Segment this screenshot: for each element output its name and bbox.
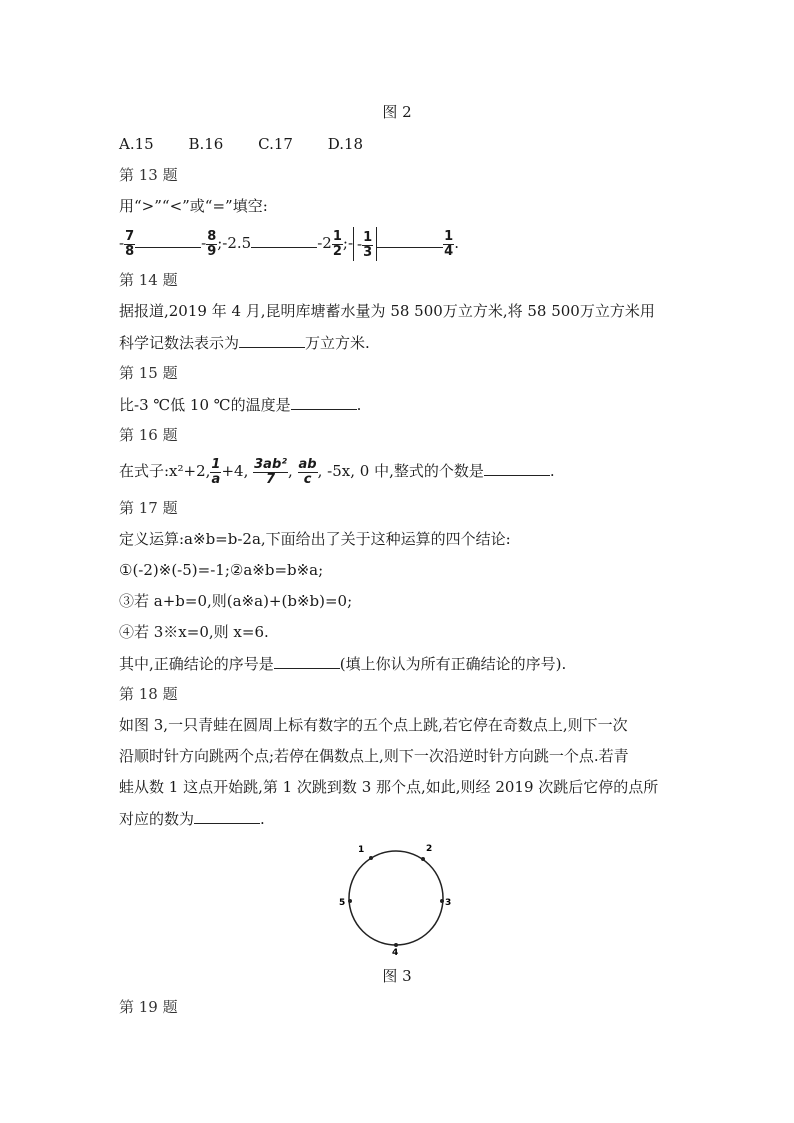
answer-blank[interactable] <box>194 808 260 824</box>
question-17-label: 第 17 题 <box>119 499 178 517</box>
fraction-3ab2-over-7: $\frac{\text{3ab²}}{7}$ <box>254 456 287 487</box>
fraction-1-3: $\frac{1}{3}$ <box>363 229 373 260</box>
fraction-1-2: $\frac{1}{2}$ <box>332 228 342 259</box>
option-c: C.17 <box>258 135 293 153</box>
question-15-text: 比-3 ℃低 10 ℃的温度是 . <box>119 396 362 414</box>
question-17-text-2: ①(-2)※(-5)=-1;②a※b=b※a; <box>119 561 324 579</box>
figure-3-caption: 图 3 <box>382 967 412 985</box>
point-5-dot <box>348 899 352 903</box>
point-4-dot <box>394 943 398 947</box>
question-17-text-5: 其中,正确结论的序号是 (填上你认为所有正确结论的序号). <box>119 655 567 673</box>
fraction-1-over-a: $\frac{1}{a}$ <box>211 456 221 487</box>
point-1-dot <box>369 856 373 860</box>
circle <box>349 851 443 945</box>
question-14-text-1: 据报道,2019 年 4 月,昆明库塘蓄水量为 58 500万立方米,将 58 500万立方米用 <box>119 302 655 320</box>
question-18-text-3: 蛙从数 1 这点开始跳,第 1 次跳到数 3 那个点,如此,则经 2019 次跳后它停的点所 <box>119 778 659 796</box>
question-16-text: 在式子:x²+2, $\frac{1}{a}$ +4, $\frac{\text{3ab²}}{7}$ , $\frac{ab}{c}$ , -5x, 0 中,整式的个数是 . <box>119 456 555 487</box>
option-b: B.16 <box>188 135 224 153</box>
answer-blank[interactable] <box>274 653 340 669</box>
answer-blank[interactable] <box>135 232 201 248</box>
point-5-label: 5 <box>339 898 346 908</box>
question-13-intro: 用“>”“<”或“=”填空: <box>119 197 268 215</box>
answer-blank[interactable] <box>291 394 357 410</box>
answer-options <box>119 134 363 154</box>
figure-2-caption: 图 2 <box>382 103 412 121</box>
absolute-value: - $\frac{1}{3}$ <box>353 227 377 261</box>
point-4-label: 4 <box>392 948 399 955</box>
question-13-label: 第 13 题 <box>119 166 178 184</box>
question-18-text-2: 沿顺时针方向跳两个点;若停在偶数点上,则下一次沿逆时针方向跳一个点.若青 <box>119 747 629 765</box>
option-a: A.15 <box>119 135 154 153</box>
answer-blank[interactable] <box>484 460 550 476</box>
question-13-expression: - $\frac{7}{8}$ - $\frac{8}{9}$ ;-2.5 -2 $\frac{1}{2}$ ;- - $\frac{1}{3}$ $\frac{1}{4}$ . <box>119 228 459 260</box>
option-d: D.18 <box>327 135 364 153</box>
fraction-1-4: $\frac{1}{4}$ <box>444 228 454 259</box>
fraction-8-9: $\frac{8}{9}$ <box>207 228 217 259</box>
question-14-text-2: 科学记数法表示为 万立方米. <box>119 334 370 352</box>
fraction-7-8: $\frac{7}{8}$ <box>125 228 135 259</box>
point-3-dot <box>440 899 444 903</box>
question-19-label: 第 19 题 <box>119 998 178 1016</box>
fraction-ab-over-c: $\frac{ab}{c}$ <box>298 456 317 487</box>
answer-blank[interactable] <box>377 232 443 248</box>
question-17-text-1: 定义运算:a※b=b-2a,下面给出了关于这种运算的四个结论: <box>119 530 511 548</box>
question-16-label: 第 16 题 <box>119 426 178 444</box>
frog-circle-diagram <box>330 835 460 955</box>
point-1-label: 1 <box>358 845 365 855</box>
question-17-text-3: ③若 a+b=0,则(a※a)+(b※b)=0; <box>119 592 353 610</box>
point-3-label: 3 <box>445 898 452 908</box>
question-18-label: 第 18 题 <box>119 685 178 703</box>
answer-blank[interactable] <box>251 232 317 248</box>
question-14-label: 第 14 题 <box>119 271 178 289</box>
point-2-dot <box>421 857 425 861</box>
point-2-label: 2 <box>426 844 433 854</box>
answer-blank[interactable] <box>239 332 305 348</box>
question-17-text-4: ④若 3※x=0,则 x=6. <box>119 623 269 641</box>
question-15-label: 第 15 题 <box>119 364 178 382</box>
question-18-text-1: 如图 3,一只青蛙在圆周上标有数字的五个点上跳,若它停在奇数点上,则下一次 <box>119 716 628 734</box>
question-18-text-4: 对应的数为 . <box>119 810 265 828</box>
